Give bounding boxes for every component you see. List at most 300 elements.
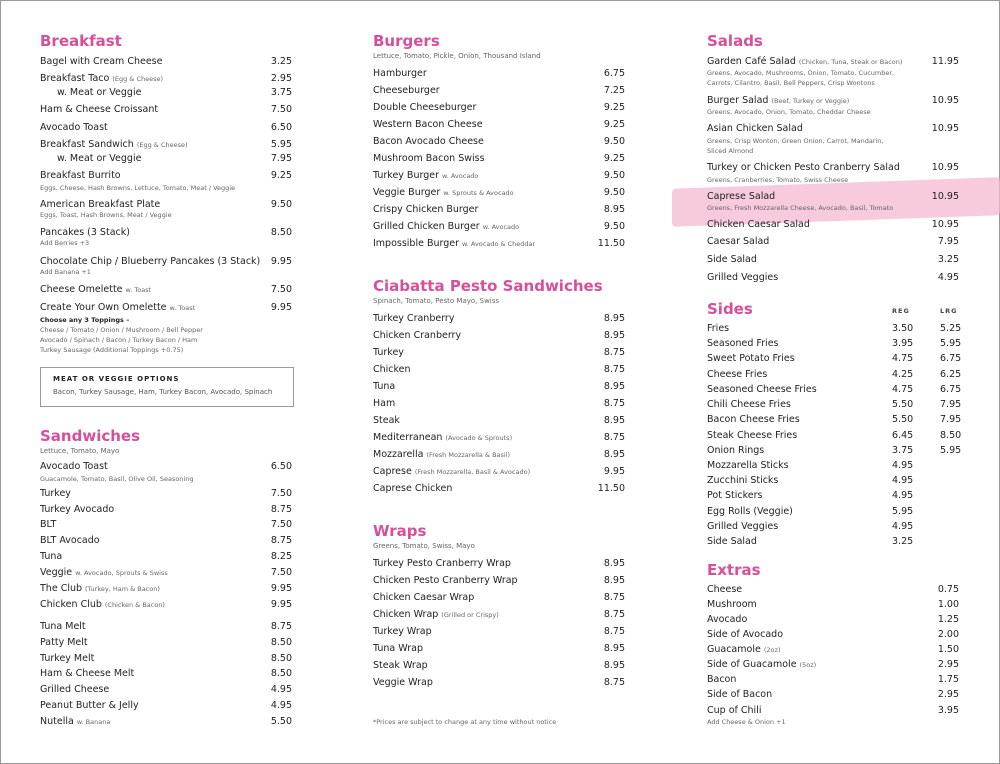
- item-name: [707, 599, 757, 610]
- item-name: [707, 162, 900, 173]
- menu-item: [40, 227, 292, 238]
- item-price: 6.75: [603, 68, 625, 79]
- item-price: 9.50: [603, 221, 625, 232]
- item-note: (Avocado & Sprouts): [445, 434, 513, 442]
- item-title: Grilled Cheese: [40, 684, 110, 695]
- chili-desc: Add Cheese & Onion +1: [707, 718, 786, 726]
- menu-item: [373, 609, 625, 620]
- item-price: 8.95: [603, 330, 625, 341]
- menu-item: [373, 153, 625, 164]
- item-name: [40, 227, 130, 238]
- item-price: 8.50: [270, 227, 292, 238]
- item-name: [707, 191, 775, 202]
- menu-item: [373, 415, 625, 426]
- menu-item: [40, 199, 292, 210]
- item-title: Steak: [373, 415, 400, 426]
- item-title: Chicken Caesar Wrap: [373, 592, 475, 603]
- item-title: Pot Stickers: [707, 490, 763, 501]
- item-price: 9.25: [603, 102, 625, 113]
- item-price: 7.50: [270, 104, 292, 115]
- avocado-toast-desc: Guacamole, Tomato, Basil, Olive Oil, Seasoning: [40, 475, 194, 483]
- item-name: [373, 575, 518, 586]
- item-price: 8.75: [603, 626, 625, 637]
- item-title: Caprese Salad: [707, 191, 776, 202]
- item-title: Breakfast Sandwich: [40, 139, 134, 150]
- ciabatta-sub: Spinach, Tomato, Pesto Mayo, Swiss: [373, 297, 500, 305]
- item-name: [373, 221, 519, 232]
- menu-item: [373, 170, 625, 181]
- item-price: 11.50: [597, 238, 625, 249]
- item-note: w. Banana: [76, 718, 111, 726]
- item-title: Sweet Potato Fries: [707, 353, 795, 364]
- item-title: Turkey Cranberry: [373, 313, 455, 324]
- item-name: [707, 123, 803, 134]
- item-price: 5.95: [270, 139, 292, 150]
- item-name: [373, 119, 483, 130]
- menu-item: [707, 384, 962, 395]
- item-price: 7.50: [270, 284, 292, 295]
- item-note: w. Avocado: [442, 172, 479, 180]
- item-name: [373, 660, 428, 671]
- menu-item: [707, 430, 962, 441]
- menu-item: [40, 139, 292, 150]
- item-name: [373, 449, 510, 460]
- item-price: 2.95: [937, 659, 959, 670]
- item-name: [373, 609, 499, 620]
- sandwiches-sub: Lettuce, Tomato, Mayo: [40, 447, 120, 455]
- item-title: Ham & Cheese Croissant: [40, 104, 159, 115]
- salads-heading: Salads: [707, 32, 763, 50]
- menu-item: [40, 567, 292, 578]
- item-price: 9.50: [603, 136, 625, 147]
- item-title: Seasoned Fries: [707, 338, 779, 349]
- asian-desc-2: Sliced Almond: [707, 147, 754, 155]
- item-title: Impossible Burger: [373, 238, 460, 249]
- item-price-lrg: 7.95: [940, 399, 962, 410]
- item-title: Turkey Burger: [373, 170, 439, 181]
- menu-item: [707, 506, 959, 517]
- item-price: 8.95: [603, 575, 625, 586]
- item-name: [40, 599, 165, 610]
- item-price-reg: 3.95: [892, 338, 914, 349]
- item-price: 6.50: [270, 122, 292, 133]
- omelette-choose: Choose any 3 Toppings –: [40, 316, 130, 324]
- item-price-reg: 4.25: [892, 369, 914, 380]
- item-name: [373, 626, 432, 637]
- item-title: Bacon Avocado Cheese: [373, 136, 484, 147]
- menu-item: [40, 700, 292, 711]
- item-price-reg: 4.95: [892, 521, 914, 532]
- item-title: Crispy Chicken Burger: [373, 204, 479, 215]
- meat-veggie-options-box: [40, 367, 294, 407]
- item-title: Chicken Wrap: [373, 609, 439, 620]
- item-title: Bacon Cheese Fries: [707, 414, 800, 425]
- item-name: [373, 558, 511, 569]
- item-price-lrg: 5.95: [940, 338, 962, 349]
- menu-item: [40, 599, 292, 610]
- item-title: Caprese: [373, 466, 412, 477]
- burrito-desc: Eggs, Cheese, Hash Browns, Lettuce, Tomato, Meat / Veggie: [40, 184, 236, 192]
- item-title: Chicken Pesto Cranberry Wrap: [373, 575, 518, 586]
- item-price: 2.95: [937, 689, 959, 700]
- menu-item: [707, 323, 962, 334]
- item-name: [707, 659, 816, 670]
- item-title: Side of Avocado: [707, 629, 784, 640]
- item-name: [40, 551, 62, 562]
- menu-item: [707, 272, 959, 283]
- menu-item: [40, 56, 292, 67]
- item-price: 9.95: [270, 256, 292, 267]
- menu-item: [707, 56, 959, 67]
- item-note: (Beef, Turkey or Veggie): [771, 97, 850, 105]
- item-note: (Fresh Mozzarella & Basil): [426, 451, 511, 459]
- item-price: 9.50: [270, 199, 292, 210]
- item-title: Turkey or Chicken Pesto Cranberry Salad: [707, 162, 900, 173]
- item-name: [373, 381, 395, 392]
- item-price: 8.75: [603, 677, 625, 688]
- item-price: 4.95: [270, 700, 292, 711]
- menu-item: [40, 583, 292, 594]
- item-price: 2.95: [270, 73, 292, 84]
- item-price-lrg: 8.50: [940, 430, 962, 441]
- burgers-heading: Burgers: [373, 32, 440, 50]
- item-name: [373, 643, 423, 654]
- item-title: Side of Guacamole: [707, 659, 797, 670]
- menu-item: [707, 614, 959, 625]
- item-price: 11.50: [597, 483, 625, 494]
- item-title: Zucchini Sticks: [707, 475, 779, 486]
- menu-item: [40, 284, 292, 295]
- item-price-lrg: 6.75: [940, 353, 962, 364]
- item-title: Cheese Fries: [707, 369, 768, 380]
- item-title: Create Your Own Omelette: [40, 302, 167, 313]
- menu-item: [373, 187, 625, 198]
- menu-item: [373, 221, 625, 232]
- item-price: 10.95: [931, 95, 959, 106]
- item-name: [373, 170, 478, 181]
- item-price: 8.75: [603, 592, 625, 603]
- item-title: Pancakes (3 Stack): [40, 227, 130, 238]
- item-title: Breakfast Burrito: [40, 170, 121, 181]
- menu-item: [373, 85, 625, 96]
- item-title: Chicken: [373, 364, 411, 375]
- item-price: 9.95: [270, 302, 292, 313]
- item-name: [373, 364, 411, 375]
- item-price: 8.95: [603, 381, 625, 392]
- item-title: Cheeseburger: [373, 85, 440, 96]
- item-price: 8.25: [270, 551, 292, 562]
- item-name: [707, 614, 747, 625]
- item-title: Side Salad: [707, 536, 757, 547]
- item-price-reg: 3.50: [892, 323, 914, 334]
- item-price: 9.95: [270, 599, 292, 610]
- item-name: [40, 583, 160, 594]
- extras-heading: Extras: [707, 561, 761, 579]
- menu-item: [707, 536, 959, 547]
- item-name: [40, 56, 162, 67]
- item-price: 3.25: [937, 254, 959, 265]
- item-name: [40, 700, 139, 711]
- item-name: [373, 398, 395, 409]
- item-title: Grilled Veggies: [707, 521, 779, 532]
- menu-item: [707, 445, 962, 456]
- menu-item: [373, 432, 625, 443]
- item-price: 8.95: [603, 558, 625, 569]
- menu-item: [373, 68, 625, 79]
- item-name: [373, 330, 461, 341]
- item-name: [40, 621, 86, 632]
- menu-item: [707, 219, 959, 230]
- item-title: Tuna: [373, 381, 396, 392]
- menu-item: [373, 364, 625, 375]
- item-note: (Turkey, Ham & Bacon): [85, 585, 160, 593]
- caprese-salad-desc: Greens, Fresh Mozzarella Cheese, Avocado, Basil, Tomato: [707, 204, 894, 212]
- item-name: [373, 432, 512, 443]
- item-title: Caprese Chicken: [373, 483, 453, 494]
- item-note: (Fresh Mozzarella, Basil & Avocado): [414, 468, 531, 476]
- item-title: Bagel with Cream Cheese: [40, 56, 163, 67]
- item-name: [707, 674, 736, 685]
- item-price: 9.25: [603, 153, 625, 164]
- menu-item: [707, 123, 959, 134]
- item-name: [40, 519, 56, 530]
- item-price-reg: 6.45: [892, 430, 914, 441]
- item-price-lrg: 6.25: [940, 369, 962, 380]
- item-price-reg: 4.95: [892, 475, 914, 486]
- item-title: American Breakfast Plate: [40, 199, 161, 210]
- item-price: 8.75: [603, 432, 625, 443]
- menu-item: [707, 95, 959, 106]
- item-title: Chicken Caesar Salad: [707, 219, 810, 230]
- menu-item: [707, 162, 959, 173]
- wraps-heading: Wraps: [373, 522, 427, 540]
- menu-item: [40, 653, 292, 664]
- item-title: Guacamole: [707, 644, 761, 655]
- item-name: [707, 584, 742, 595]
- item-title: Veggie Wrap: [373, 677, 433, 688]
- garden-desc-2: Carrots, Cilantro, Basil, Bell Peppers, Crisp Wontons: [707, 79, 875, 87]
- menu-item: [40, 122, 292, 133]
- item-note: (Egg & Cheese): [112, 75, 164, 83]
- item-title: Turkey: [40, 488, 71, 499]
- item-price-reg: 5.50: [892, 414, 914, 425]
- item-title: Grilled Veggies: [707, 272, 779, 283]
- ciabatta-heading: Ciabatta Pesto Sandwiches: [373, 277, 603, 295]
- item-title: Asian Chicken Salad: [707, 123, 803, 134]
- menu-item: [373, 592, 625, 603]
- item-title: Tuna Melt: [40, 621, 86, 632]
- item-price: 8.75: [270, 535, 292, 546]
- item-title: Avocado: [707, 614, 748, 625]
- item-price-reg: 3.25: [892, 536, 914, 547]
- item-name: [40, 637, 88, 648]
- item-price-lrg: 5.95: [940, 445, 962, 456]
- item-price: 9.50: [603, 170, 625, 181]
- item-title: Chili Cheese Fries: [707, 399, 791, 410]
- item-name: [373, 313, 454, 324]
- item-name: [707, 56, 902, 67]
- item-price: 8.75: [270, 504, 292, 515]
- item-title: Chicken Club: [40, 599, 102, 610]
- item-price: 3.95: [937, 705, 959, 716]
- burger-salad-desc: Greens, Avocado, Onion, Tomato, Cheddar Cheese: [707, 108, 871, 116]
- menu-item: [40, 716, 292, 727]
- item-price: 8.95: [603, 313, 625, 324]
- item-title: Breakfast Taco: [40, 73, 110, 84]
- item-name: [707, 219, 810, 230]
- menu-item: [373, 449, 625, 460]
- item-price-reg: 4.75: [892, 384, 914, 395]
- item-note: (Chicken & Bacon): [104, 601, 165, 609]
- item-price: 4.95: [270, 684, 292, 695]
- menu-item: [40, 621, 292, 632]
- item-name: [373, 204, 478, 215]
- item-name: [40, 73, 163, 84]
- item-title: Mediterranean: [373, 432, 443, 443]
- item-price-lrg: 5.25: [940, 323, 962, 334]
- wraps-sub: Greens, Tomato, Swiss, Mayo: [373, 542, 475, 550]
- item-price: 9.50: [603, 187, 625, 198]
- menu-item: [707, 584, 959, 595]
- item-name: [707, 689, 772, 700]
- menu-item: [40, 551, 292, 562]
- item-title: Chicken Cranberry: [373, 330, 462, 341]
- item-price: 7.25: [603, 85, 625, 96]
- menu-item: [707, 353, 962, 364]
- item-note: w. Toast: [169, 304, 196, 312]
- item-title: Nutella: [40, 716, 74, 727]
- item-price: 11.95: [931, 56, 959, 67]
- omelette-toppings-3: Turkey Sausage (Additional Toppings +0.75): [40, 346, 184, 354]
- menu-item: [373, 483, 625, 494]
- menu-item: [373, 313, 625, 324]
- menu-item: [40, 504, 292, 515]
- omelette-toppings-2: Avocado / Spinach / Bacon / Turkey Bacon / Ham: [40, 336, 198, 344]
- item-price: 8.95: [603, 415, 625, 426]
- item-name: [40, 170, 121, 181]
- item-title: Turkey Melt: [40, 653, 95, 664]
- item-price: 7.50: [270, 488, 292, 499]
- item-title: Turkey Avocado: [40, 504, 115, 515]
- menu-item: [707, 236, 959, 247]
- menu-item: [707, 254, 959, 265]
- menu-item: [373, 381, 625, 392]
- item-note: w. Avocado & Cheddar: [462, 240, 536, 248]
- item-name: [40, 284, 151, 295]
- item-note: w. Avocado: [482, 223, 520, 231]
- item-price-reg: 4.95: [892, 490, 914, 501]
- item-title: Grilled Chicken Burger: [373, 221, 480, 232]
- item-price: 2.00: [937, 629, 959, 640]
- item-title: Tuna Wrap: [373, 643, 423, 654]
- menu-item: [707, 659, 959, 670]
- item-name: [40, 488, 71, 499]
- item-price: 8.95: [603, 204, 625, 215]
- item-price: 8.95: [603, 643, 625, 654]
- item-name: [40, 567, 168, 578]
- item-name: [40, 104, 158, 115]
- item-title: The Club: [40, 583, 83, 594]
- item-name: [373, 466, 530, 477]
- menu-item: [373, 677, 625, 688]
- menu-item: [373, 330, 625, 341]
- item-title: Burger Salad: [707, 95, 769, 106]
- item-name: [40, 199, 160, 210]
- menu-item: [707, 521, 959, 532]
- menu-item: [40, 302, 292, 313]
- item-price: 4.95: [937, 272, 959, 283]
- item-title: BLT: [40, 519, 57, 530]
- menu-item: [707, 338, 962, 349]
- menu-item: [40, 684, 292, 695]
- sides-heading: Sides: [707, 300, 753, 318]
- item-price: 8.95: [603, 449, 625, 460]
- item-title: Avocado Toast: [40, 122, 108, 133]
- item-title: Bacon: [707, 674, 737, 685]
- options-title: MEAT OR VEGGIE OPTIONS: [53, 375, 180, 383]
- item-price: 8.75: [603, 347, 625, 358]
- item-name: [707, 629, 783, 640]
- item-title: Onion Rings: [707, 445, 765, 456]
- item-name: [707, 644, 780, 655]
- pesto-salad-desc: Greens, Cranberries, Tomato, Swiss Cheese: [707, 176, 849, 184]
- menu-item: [373, 119, 625, 130]
- menu-item: [40, 104, 292, 115]
- options-text: Bacon, Turkey Sausage, Ham, Turkey Bacon, Avocado, Spinach: [53, 388, 273, 396]
- menu-item: [40, 73, 292, 84]
- item-note: (Grilled or Crispy): [441, 611, 499, 619]
- item-price: 9.95: [603, 466, 625, 477]
- reg-header: REG: [892, 307, 910, 315]
- item-name: [373, 592, 474, 603]
- item-price: 8.75: [603, 398, 625, 409]
- item-note: (Egg & Cheese): [136, 141, 188, 149]
- price-footnote: *Prices are subject to change at any time without notice: [373, 718, 557, 726]
- breakfast-heading: Breakfast: [40, 32, 122, 50]
- item-price: 8.50: [270, 637, 292, 648]
- plate-desc: Eggs, Toast, Hash Browns, Meat / Veggie: [40, 211, 172, 219]
- item-price: 8.95: [603, 660, 625, 671]
- item-price: 7.50: [270, 519, 292, 530]
- item-title: Peanut Butter & Jelly: [40, 700, 139, 711]
- item-title: Cheese Omelette: [40, 284, 123, 295]
- item-title: Veggie Burger: [373, 187, 441, 198]
- item-price: 10.95: [931, 219, 959, 230]
- choc-pancakes-desc: Add Banana +1: [40, 268, 91, 276]
- asian-desc-1: Greens, Crisp Wonton, Green Onion, Carrot, Mandarin,: [707, 137, 884, 145]
- item-note: (5oz): [799, 661, 817, 669]
- menu-item: [40, 668, 292, 679]
- item-price-reg: 4.95: [892, 460, 914, 471]
- item-name: [373, 347, 404, 358]
- menu-item: [40, 87, 292, 98]
- item-name: [40, 684, 109, 695]
- item-price: 10.95: [931, 191, 959, 202]
- item-note: w. Sprouts & Avocado: [443, 189, 514, 197]
- item-name: [40, 504, 114, 515]
- item-price-reg: 5.95: [892, 506, 914, 517]
- burgers-sub: Lettuce, Tomato, Pickle, Onion, Thousand Island: [373, 52, 541, 60]
- menu-item: [373, 238, 625, 249]
- item-name: [373, 187, 514, 198]
- menu-item: [40, 170, 292, 181]
- item-title: Hamburger: [373, 68, 427, 79]
- menu-item: [707, 674, 959, 685]
- item-price: 10.95: [931, 123, 959, 134]
- item-price: 8.50: [270, 653, 292, 664]
- pancakes-desc: Add Berries +3: [40, 239, 90, 247]
- item-price: 9.25: [270, 170, 292, 181]
